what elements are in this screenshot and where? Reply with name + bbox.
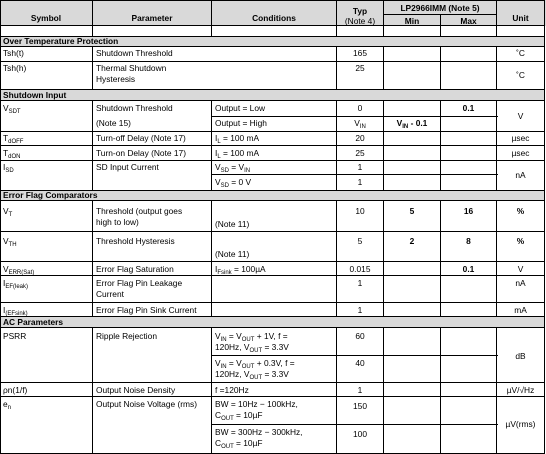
condition-cell-2: BW = 300Hz − 300kHz, [215,427,303,437]
symbol-cell: $I_{EF(leak)}$ [3,278,28,290]
min-cell-2: $V_{IN} - 0.1$ [396,118,428,130]
typ-cell: 150 [353,401,367,411]
symbol-cell: $V_{SDT}$ [3,103,21,115]
section-title-ac: AC Parameters [3,317,64,327]
unit-cell: % [516,206,525,216]
condition-cell-2: Output = High [215,118,267,128]
min-cell: 5 [409,206,415,216]
typ-cell: 165 [353,48,367,58]
parameter-cell-line2: (Note 15) [96,118,131,128]
parameter-cell: Error Flag Saturation [96,264,174,274]
symbol-cell: $e_n$ [3,399,12,411]
typ-cell: 5 [357,236,363,246]
typ-cell: 25 [355,63,365,73]
parameter-cell: SD Input Current [96,162,159,172]
max-cell: 16 [463,206,474,216]
section-band-shutdown [1,89,544,100]
symbol-cell: $I_{(EFsink)}$ [3,305,28,317]
header-symbol: Symbol [30,13,62,23]
header-typ: Typ [352,6,368,16]
unit-cell: µV(rms) [505,419,536,429]
parameter-cell: Turn-off Delay (Note 17) [96,133,186,143]
parameter-cell: Threshold Hysteresis [96,236,175,246]
section-title-shutdown: Shutdown Input [3,90,67,100]
condition-cell: BW = 10Hz − 100kHz, [215,399,298,409]
condition-cell-2-line2: 120Hz, $V_{OUT} = 3.3V$ [215,369,289,381]
condition-cell: (Note 11) [215,219,250,229]
symbol-cell: $V_{ERR(Sat)}$ [3,264,35,276]
header-min: Min [404,16,420,26]
typ-cell: 0 [357,103,363,113]
parameter-cell: Error Flag Pin Leakage [96,278,183,288]
unit-cell: ˚C [516,48,525,58]
typ-cell: 60 [355,331,365,341]
symbol-cell: $V_T$ [3,206,13,218]
parameter-cell-line2: Current [96,289,124,299]
header-parameter: Parameter [131,13,173,23]
condition-cell-line2: 120Hz, $V_{OUT} = 3.3V$ [215,342,289,354]
typ-cell: 10 [355,206,365,216]
typ-cell: 1 [357,305,363,315]
condition-cell: $V_{IN} = V_{OUT} + 1V$, f = [215,331,288,343]
symbol-cell: PSRR [3,331,27,341]
section-band-ac [1,316,544,327]
typ-cell-2: 100 [353,429,367,439]
typ-cell-2: $V_{IN}$ [354,118,366,130]
header-device-group: LP2966IMM (Note 5) [400,3,480,13]
symbol-cell: $T_{dON}$ [3,148,21,160]
symbol-cell: ρn(1/f) [3,385,28,395]
condition-cell: $I_{Fsink} = 100\mu A$ [215,264,266,276]
condition-cell: Output = Low [215,103,266,113]
section-title-over-temp: Over Temperature Protection [3,36,119,46]
typ-cell-2: 40 [355,358,365,368]
unit-cell: dB [515,351,526,361]
max-cell: 0.1 [462,264,475,274]
typ-cell-2: 1 [357,177,363,187]
symbol-cell: $V_{TH}$ [3,236,17,248]
unit-cell: V [517,264,524,274]
max-cell: 8 [466,236,471,246]
condition-cell: (Note 11) [215,249,250,259]
parameter-cell: Shutdown Threshold [96,103,173,113]
condition-cell-2-line2: $C_{OUT} = 10\mu F$ [215,438,263,450]
typ-cell: 1 [357,278,363,288]
unit-cell: nA [515,170,526,180]
header-unit: Unit [512,13,529,23]
parameter-cell-line2: Hysteresis [96,74,136,84]
parameter-cell: Error Flag Pin Sink Current [96,305,197,315]
condition-cell: f =120Hz [215,385,249,395]
condition-cell: $V_{SD} = V_{IN}$ [215,162,251,174]
section-title-error-flag: Error Flag Comparators [3,190,98,200]
symbol-cell: Tsh(h) [3,63,27,73]
condition-cell-2: $V_{SD} = 0$ V [215,177,252,189]
parameter-cell: Threshold (output goes [96,206,183,216]
condition-cell: $I_L = 100$ mA [215,148,260,160]
header-conditions: Conditions [252,13,296,23]
header-typ-note: (Note 4) [344,16,376,26]
unit-cell: mA [514,305,527,315]
unit-cell: nA [515,278,526,288]
parameter-cell: Turn-on Delay (Note 17) [96,148,186,158]
parameter-cell: Ripple Rejection [96,331,157,341]
min-cell: 2 [409,236,415,246]
unit-cell: µsec [511,133,530,143]
symbol-cell: $I_{SD}$ [3,162,14,174]
parameter-cell: Thermal Shutdown [96,63,167,73]
typ-cell: 1 [357,162,363,172]
typ-cell: 25 [355,148,365,158]
unit-cell: µsec [511,148,530,158]
header-max: Max [460,16,477,26]
unit-cell: µV/√Hz [506,385,535,395]
unit-cell: V [517,111,524,121]
typ-cell: 1 [357,385,363,395]
typ-cell: 20 [355,133,365,143]
typ-cell: 0.015 [349,264,371,274]
unit-cell: ˚C [516,70,525,80]
max-cell: 0.1 [462,103,475,113]
parameter-cell: Output Noise Voltage (rms) [96,399,198,409]
parameter-cell: Output Noise Density [96,385,176,395]
condition-cell-2: $V_{IN} = V_{OUT} + 0.3V$, f = [215,358,295,370]
symbol-cell: Tsh(t) [3,48,24,58]
condition-cell-line2: $C_{OUT} = 10\mu F$ [215,410,263,422]
unit-cell: % [516,236,525,246]
condition-cell: $I_L = 100$ mA [215,133,260,145]
parameter-cell: Shutdown Threshold [96,48,173,58]
symbol-cell: $T_{dOFF}$ [3,133,24,145]
parameter-cell-line2: high to low) [96,217,139,227]
